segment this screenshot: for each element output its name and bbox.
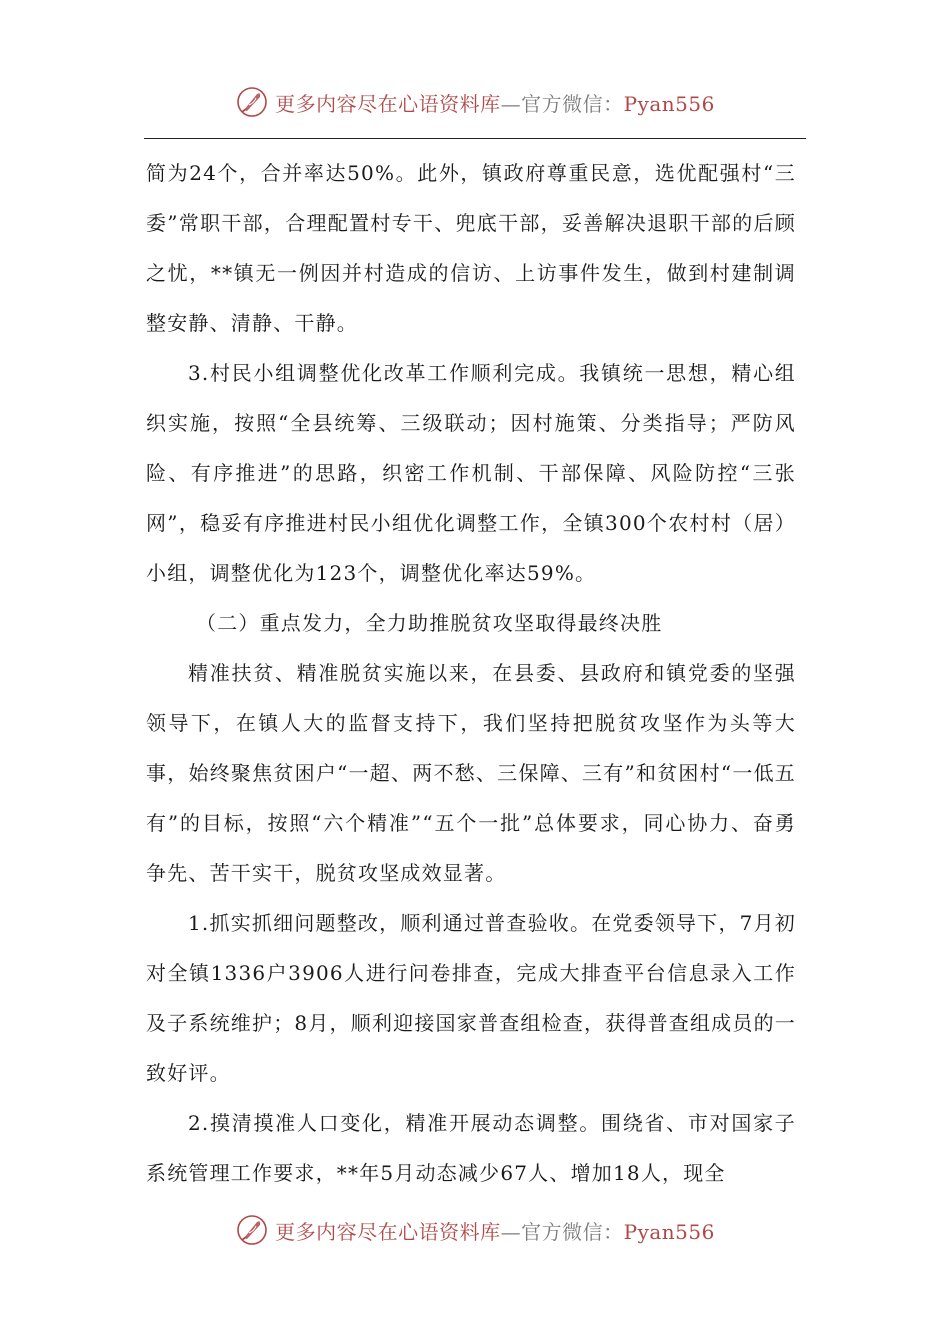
paragraph: 2.摸清摸准人口变化，精准开展动态调整。围绕省、市对国家子系统管理工作要求，**年5月动态减少67人、增加18人，现全 bbox=[146, 1111, 796, 1185]
footer-banner bbox=[0, 1208, 950, 1252]
quill-pen-icon bbox=[235, 1213, 269, 1247]
paragraph: 精准扶贫、精准脱贫实施以来，在县委、县政府和镇党委的坚强领导下，在镇人大的监督支持下，我们坚持把脱贫攻坚作为头等大事，始终聚焦贫困户“一超、两不愁、三保障、三有”和贫困村“一低五有”的目标，按照“六个精准”“五个一批”总体要求，同心协力、奋勇争先、苦干实干，脱贫攻坚成效显著。 bbox=[146, 661, 796, 885]
banner-text bbox=[275, 1216, 715, 1245]
paragraph: 3.村民小组调整优化改革工作顺利完成。我镇统一思想，精心组织实施，按照“全县统筹、三级联动；因村施策、分类指导；严防风险、有序推进”的思路，织密工作机制、干部保障、风险防控“三张网”，稳妥有序推进村民小组优化调整工作，全镇300个农村村（居）小组，调整优化为123个，调整优化率达59%。 bbox=[146, 361, 796, 585]
banner-official: 官方微信： bbox=[521, 1219, 624, 1244]
paragraph: 1.抓实抓细问题整改，顺利通过普查验收。在党委领导下，7月初对全镇1336户3906人进行问卷排查，完成大排查平台信息录入工作及子系统维护；8月，顺利迎接国家普查组检查，获得普查组成员的一致好评。 bbox=[146, 911, 796, 1085]
banner-id: Pyan556 bbox=[623, 91, 715, 116]
document-body bbox=[146, 148, 796, 1198]
banner-main: 更多内容尽在心语资料库 bbox=[275, 91, 501, 116]
banner-dash: — bbox=[500, 1219, 522, 1244]
banner-official: 官方微信： bbox=[521, 91, 624, 116]
banner-text bbox=[275, 88, 715, 117]
header-banner bbox=[0, 80, 950, 124]
banner-main: 更多内容尽在心语资料库 bbox=[275, 1219, 501, 1244]
quill-pen-icon bbox=[235, 85, 269, 119]
banner-dash: — bbox=[500, 91, 522, 116]
banner-id: Pyan556 bbox=[623, 1219, 715, 1244]
header-rule bbox=[144, 138, 806, 139]
paragraph: 简为24个，合并率达50%。此外，镇政府尊重民意，选优配强村“三委”常职干部，合理配置村专干、兜底干部，妥善解决退职干部的后顾之忧，**镇无一例因并村造成的信访、上访事件发生，做到村建制调整安静、清静、干静。 bbox=[146, 161, 796, 335]
section-heading: （二）重点发力，全力助推脱贫攻坚取得最终决胜 bbox=[196, 611, 663, 635]
